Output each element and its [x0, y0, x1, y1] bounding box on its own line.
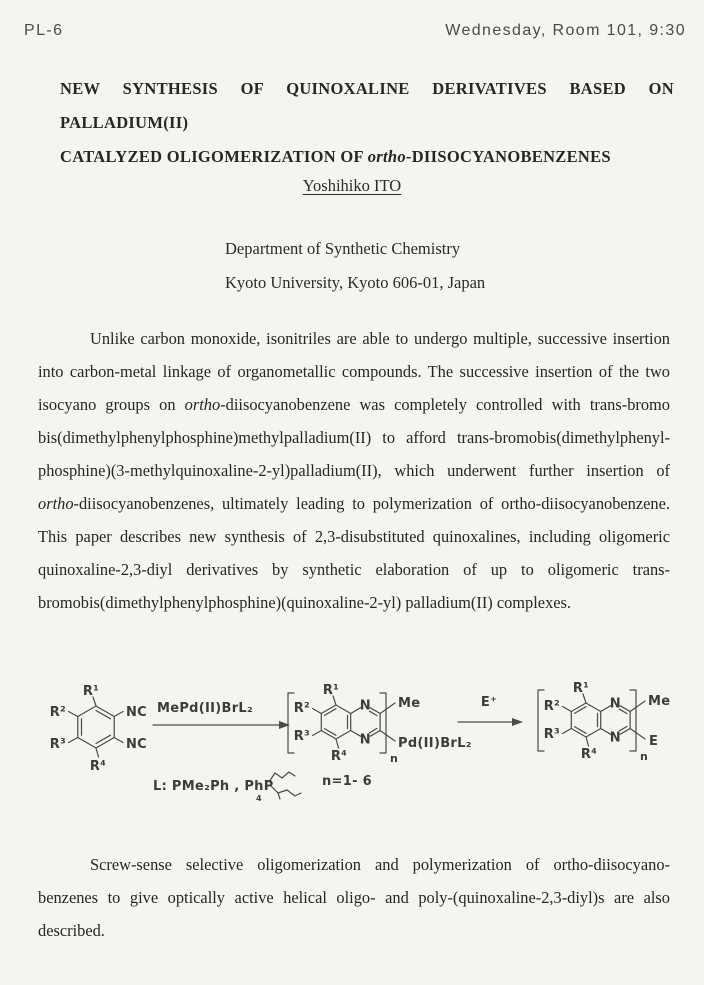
- reactant-structure: [50, 684, 147, 774]
- svg-text:R³: R³: [543, 727, 560, 742]
- svg-text:NC: NC: [126, 737, 148, 752]
- product-structure: [538, 681, 670, 763]
- svg-text:R²: R²: [293, 701, 310, 716]
- svg-text:R³: R³: [49, 737, 66, 752]
- text-line: into carbon-metal linkage of organometallic compounds. The successive insertion of the two: [38, 362, 670, 381]
- text-line: described.: [38, 921, 105, 940]
- text-line: CATALYZED OLIGOMERIZATION OF ortho-DIISOCYANOBENZENES: [60, 147, 611, 166]
- text-line: benzenes to give optically active helical oligo- and poly-(quinoxaline-2,3-diyl)s are also: [38, 888, 670, 907]
- text-line: quinoxaline-2,3-diyl derivatives by synthetic elaboration of up to oligomeric trans-: [38, 560, 670, 579]
- svg-text:E: E: [649, 734, 659, 749]
- closing-paragraph: [38, 848, 670, 947]
- svg-text:N: N: [609, 730, 621, 746]
- text-line: bromobis(dimethylphenylphosphine)(quinoxaline-2-yl) palladium(II) complexes.: [38, 593, 572, 612]
- reaction-scheme: [0, 648, 704, 848]
- svg-text:Me: Me: [648, 694, 671, 709]
- text-line: Unlike carbon monoxide, isonitriles are able to undergo multiple, successive insertion: [90, 329, 670, 348]
- svg-text:R¹: R¹: [322, 683, 340, 698]
- svg-text:R⁴: R⁴: [580, 747, 598, 762]
- svg-text:Pd(II)BrL₂: Pd(II)BrL₂: [398, 736, 472, 751]
- session-info: Wednesday, Room 101, 9:30: [445, 22, 686, 39]
- svg-text:N: N: [359, 698, 371, 714]
- reaction-arrow-1: [153, 701, 290, 729]
- electrophile-label: E⁺: [480, 695, 498, 710]
- svg-text:L: PMe₂Ph , PhP: L: PMe₂Ph , PhP: [153, 779, 274, 794]
- n-range-label: n=1- 6: [322, 774, 372, 789]
- reaction-arrow-2: [458, 695, 523, 726]
- svg-text:Me: Me: [398, 696, 421, 711]
- menthyl-sketch: [269, 772, 301, 799]
- svg-text:n: n: [390, 752, 399, 765]
- catalyst-label: MePd(II)BrL₂: [156, 701, 254, 716]
- svg-text:R²: R²: [49, 705, 66, 720]
- ligand-label: [153, 772, 301, 803]
- svg-text:R¹: R¹: [82, 684, 100, 699]
- text-line: Screw-sense selective oligomerization and polymerization of ortho-diisocyano-: [90, 855, 670, 874]
- page-header: [24, 22, 686, 40]
- svg-text:R²: R²: [543, 699, 560, 714]
- svg-text:N: N: [609, 696, 621, 712]
- svg-text:4: 4: [256, 794, 262, 803]
- text-line: bis(dimethylphenylphosphine)methylpalladium(II) to afford trans-bromobis(dimethylphenyl-: [38, 428, 670, 447]
- svg-text:R³: R³: [293, 729, 310, 744]
- text-line: isocyano groups on ortho-diisocyanobenzene was completely controlled with trans-bromo: [38, 395, 670, 414]
- svg-text:NC: NC: [126, 705, 148, 720]
- intermediate-structure: [288, 683, 472, 765]
- author-name: Yoshihiko ITO: [302, 176, 402, 195]
- text-line: This paper describes new synthesis of 2,3-disubstituted quinoxalines, including oligomeric: [38, 527, 670, 546]
- text-line: phosphine)(3-methylquinoxaline-2-yl)palladium(II), which underwent further insertion of: [38, 461, 670, 480]
- svg-text:R⁴: R⁴: [330, 749, 348, 764]
- svg-text:n: n: [640, 750, 649, 763]
- abstract-paragraph: [38, 322, 670, 619]
- text-line: ortho-diisocyanobenzenes, ultimately leading to polymerization of ortho-diisocyanobenzene.: [38, 494, 670, 513]
- svg-text:R⁴: R⁴: [89, 759, 107, 774]
- affiliation-university: Kyoto University, Kyoto 606-01, Japan: [225, 273, 486, 292]
- paper-title: [60, 72, 674, 174]
- svg-text:N: N: [359, 732, 371, 748]
- session-code: PL-6: [24, 22, 64, 39]
- text-line: NEW SYNTHESIS OF QUINOXALINE DERIVATIVES BASED ON PALLADIUM(II): [60, 79, 674, 132]
- svg-text:R¹: R¹: [572, 681, 590, 696]
- affiliation: [225, 232, 485, 300]
- affiliation-department: Department of Synthetic Chemistry: [225, 239, 461, 258]
